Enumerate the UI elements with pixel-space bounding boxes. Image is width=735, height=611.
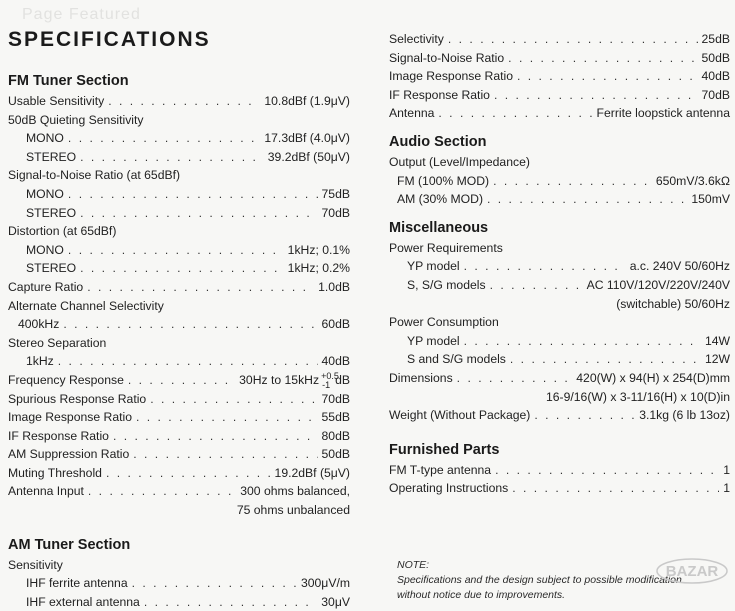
spec-yp-cons [389, 332, 730, 351]
spec-am-selectivity [389, 30, 730, 49]
spec-value: 12W [704, 352, 730, 367]
spec-s-req [389, 276, 730, 295]
spec-label: Image Response Ratio [8, 410, 132, 425]
note-line-1: Specifications and the design subject to possible modification [397, 574, 682, 586]
leader-dots [58, 352, 318, 371]
spec-value: 1.0dB [318, 279, 350, 294]
leader-dots [128, 371, 235, 390]
am-tuner-heading: AM Tuner Section [8, 536, 131, 553]
spec-if-response [8, 427, 350, 446]
spec-label: STEREO [26, 149, 77, 164]
leader-dots [87, 278, 314, 297]
spec-value: 1kHz; 0.2% [287, 261, 350, 276]
leader-dots [508, 49, 697, 68]
leader-dots [493, 172, 652, 191]
spec-capture-ratio [8, 278, 350, 297]
spec-power-cons-label: Power Consumption [389, 315, 499, 330]
spec-value: a.c. 240V 50/60Hz [629, 259, 730, 274]
spec-label: MONO [26, 131, 64, 146]
leader-dots [457, 369, 573, 388]
leader-dots [144, 593, 317, 611]
spec-label: FM (100% MOD) [397, 173, 490, 188]
spec-value: 1 [723, 481, 730, 496]
freq-unit: dB [335, 372, 350, 387]
spec-label: Capture Ratio [8, 279, 84, 294]
spec-value: 60dB [321, 317, 350, 332]
spec-label: S and S/G models [407, 352, 506, 367]
spec-label: YP model [407, 259, 460, 274]
spec-usable-sensitivity [8, 92, 350, 111]
note-line-2: without notice due to improvements. [397, 589, 566, 601]
leader-dots [487, 190, 687, 209]
spec-ihf-ferrite [8, 574, 350, 593]
leader-dots [438, 104, 592, 123]
spec-fm-antenna [389, 461, 730, 480]
ghost-header-text: Page Featured [22, 6, 141, 23]
leader-dots [63, 315, 317, 334]
spec-label: AM Suppression Ratio [8, 447, 130, 462]
freq-range: 30Hz to 15kHz [239, 372, 320, 387]
spec-label: MONO [26, 242, 64, 257]
spec-label: Operating Instructions [389, 481, 509, 496]
spec-yp-req [389, 257, 730, 276]
leader-dots [150, 390, 317, 409]
note-label: NOTE: [397, 559, 430, 571]
spec-value: 75dB [321, 186, 350, 201]
spec-quieting-label: 50dB Quieting Sensitivity [8, 112, 144, 127]
spec-am-suppression [8, 445, 350, 464]
spec-output-fm [389, 172, 730, 191]
spec-ihf-external [8, 593, 350, 611]
spec-value: 70dB [321, 391, 350, 406]
leader-dots [108, 92, 260, 111]
spec-value: 40dB [701, 69, 730, 84]
spec-s-cons [389, 350, 730, 369]
spec-distortion-mono [8, 241, 350, 260]
spec-value: 150mV [691, 192, 730, 207]
spec-label: S, S/G models [407, 277, 486, 292]
spec-label: FM T-type antenna [389, 462, 492, 477]
spec-label: Usable Sensitivity [8, 94, 105, 108]
spec-label: Signal-to-Noise Ratio [389, 50, 505, 65]
spec-label: IF Response Ratio [389, 87, 490, 102]
leader-dots [534, 406, 635, 425]
spec-frequency-response [8, 371, 350, 390]
leader-dots [88, 482, 236, 501]
spec-snr-label: Signal-to-Noise Ratio (at 65dBf) [8, 168, 181, 183]
spec-label: 1kHz [26, 354, 54, 369]
spec-weight [389, 406, 730, 425]
right-column [389, 30, 730, 498]
spec-label: STEREO [26, 205, 77, 220]
spec-am-antenna [389, 104, 730, 123]
spec-label: Selectivity [389, 32, 444, 46]
leader-dots [113, 427, 318, 446]
spec-am-if [389, 86, 730, 105]
spec-label: IHF external antenna [26, 594, 140, 609]
spec-label: Dimensions [389, 370, 453, 385]
leader-dots [494, 86, 698, 105]
left-column [8, 68, 350, 611]
spec-label: Spurious Response Ratio [8, 391, 147, 406]
spec-value: 3.1kg (6 lb 13oz) [639, 408, 730, 423]
spec-snr-stereo [8, 204, 350, 223]
spec-value: 14W [704, 333, 730, 348]
watermark-text: BAZAR [665, 563, 719, 580]
leader-dots [464, 332, 701, 351]
spec-label: IHF ferrite antenna [26, 576, 128, 591]
leader-dots [448, 30, 698, 49]
leader-dots [68, 241, 284, 260]
spec-distortion-label: Distortion (at 65dBf) [8, 224, 117, 239]
spec-output-label: Output (Level/Impedance) [389, 154, 530, 169]
tolerance [321, 370, 339, 390]
spec-value [239, 371, 350, 390]
spec-label: MONO [26, 186, 64, 201]
leader-dots [136, 408, 318, 427]
spec-s-req-cont: (switchable) 50/60Hz [616, 296, 730, 311]
spec-antenna-input-cont: 75 ohms unbalanced [236, 503, 350, 518]
spec-label: STEREO [26, 261, 77, 276]
spec-label: Weight (Without Package) [389, 408, 531, 423]
spec-output-am [389, 190, 730, 209]
spec-value: 300μV/m [300, 576, 350, 591]
spec-value: 300 ohms balanced, [240, 484, 350, 499]
spec-value: 30μV [321, 594, 350, 609]
spec-label: Image Response Ratio [389, 69, 513, 84]
fm-tuner-heading: FM Tuner Section [8, 73, 129, 89]
leader-dots [490, 276, 583, 295]
spec-label: IF Response Ratio [8, 428, 109, 443]
spec-quieting-mono [8, 129, 350, 148]
spec-value: 25dB [701, 32, 730, 46]
tolerance-plus: +0.5 [321, 370, 339, 381]
leader-dots [133, 445, 317, 464]
spec-label: Frequency Response [8, 372, 124, 387]
spec-am-image [389, 67, 730, 86]
spec-value: 80dB [321, 428, 350, 443]
spec-value: Ferrite loopstick antenna [596, 106, 730, 121]
spec-quieting-stereo [8, 148, 350, 167]
misc-heading: Miscellaneous [389, 219, 489, 236]
spec-distortion-stereo [8, 259, 350, 278]
spec-value: 10.8dBf (1.9μV) [264, 94, 350, 108]
tolerance-minus: -1 [322, 379, 331, 390]
spec-value: 1kHz; 0.1% [287, 242, 350, 257]
spec-muting-threshold [8, 464, 350, 483]
spec-label: Muting Threshold [8, 465, 102, 480]
spec-value: 17.3dBf (4.0μV) [264, 131, 350, 146]
spec-snr-mono [8, 185, 350, 204]
spec-value: 1 [723, 462, 730, 477]
spec-value: 50dB [321, 447, 350, 462]
spec-spurious [8, 390, 350, 409]
spec-power-req-label: Power Requirements [389, 240, 503, 255]
spec-label: YP model [407, 333, 460, 348]
furnished-heading: Furnished Parts [389, 441, 500, 458]
spec-label: Antenna [389, 106, 435, 121]
leader-dots [68, 129, 260, 148]
spec-value: AC 110V/120V/220V/240V [586, 277, 730, 292]
spec-alt-channel-label: Alternate Channel Selectivity [8, 298, 164, 313]
spec-label: AM (30% MOD) [397, 192, 483, 207]
leader-dots [517, 67, 698, 86]
leader-dots [464, 257, 626, 276]
leader-dots [106, 464, 271, 483]
leader-dots [68, 185, 318, 204]
spec-dimensions-cont: 16-9/16(W) x 3-11/16(H) x 10(D)in [546, 389, 730, 404]
spec-am-sensitivity-label: Sensitivity [8, 557, 63, 572]
spec-alt-channel-400 [8, 315, 350, 334]
leader-dots [80, 259, 284, 278]
spec-value: 650mV/3.6kΩ [655, 173, 730, 188]
leader-dots [132, 574, 297, 593]
spec-stereo-sep-label: Stereo Separation [8, 335, 107, 350]
spec-image-response [8, 408, 350, 427]
leader-dots [512, 479, 719, 498]
spec-label: 400kHz [18, 317, 60, 332]
spec-value: 55dB [321, 410, 350, 425]
spec-stereo-sep-1k [8, 352, 350, 371]
spec-value: 70dB [321, 205, 350, 220]
spec-value: 19.2dBf (5μV) [274, 465, 350, 480]
spec-value: 50dB [701, 50, 730, 65]
leader-dots [80, 148, 264, 167]
watermark-logo [655, 556, 729, 586]
spec-value: 39.2dBf (50μV) [267, 149, 350, 164]
spec-antenna-input [8, 482, 350, 501]
spec-instructions [389, 479, 730, 498]
audio-heading: Audio Section [389, 133, 487, 150]
spec-value: 40dB [321, 354, 350, 369]
spec-dimensions [389, 369, 730, 388]
page-title: SPECIFICATIONS [8, 28, 211, 51]
leader-dots [80, 204, 317, 223]
leader-dots [510, 350, 701, 369]
spec-value: 420(W) x 94(H) x 254(D)mm [576, 370, 730, 385]
spec-label: Antenna Input [8, 484, 84, 499]
leader-dots [495, 461, 719, 480]
spec-value: 70dB [701, 87, 730, 102]
spec-am-snr [389, 49, 730, 68]
